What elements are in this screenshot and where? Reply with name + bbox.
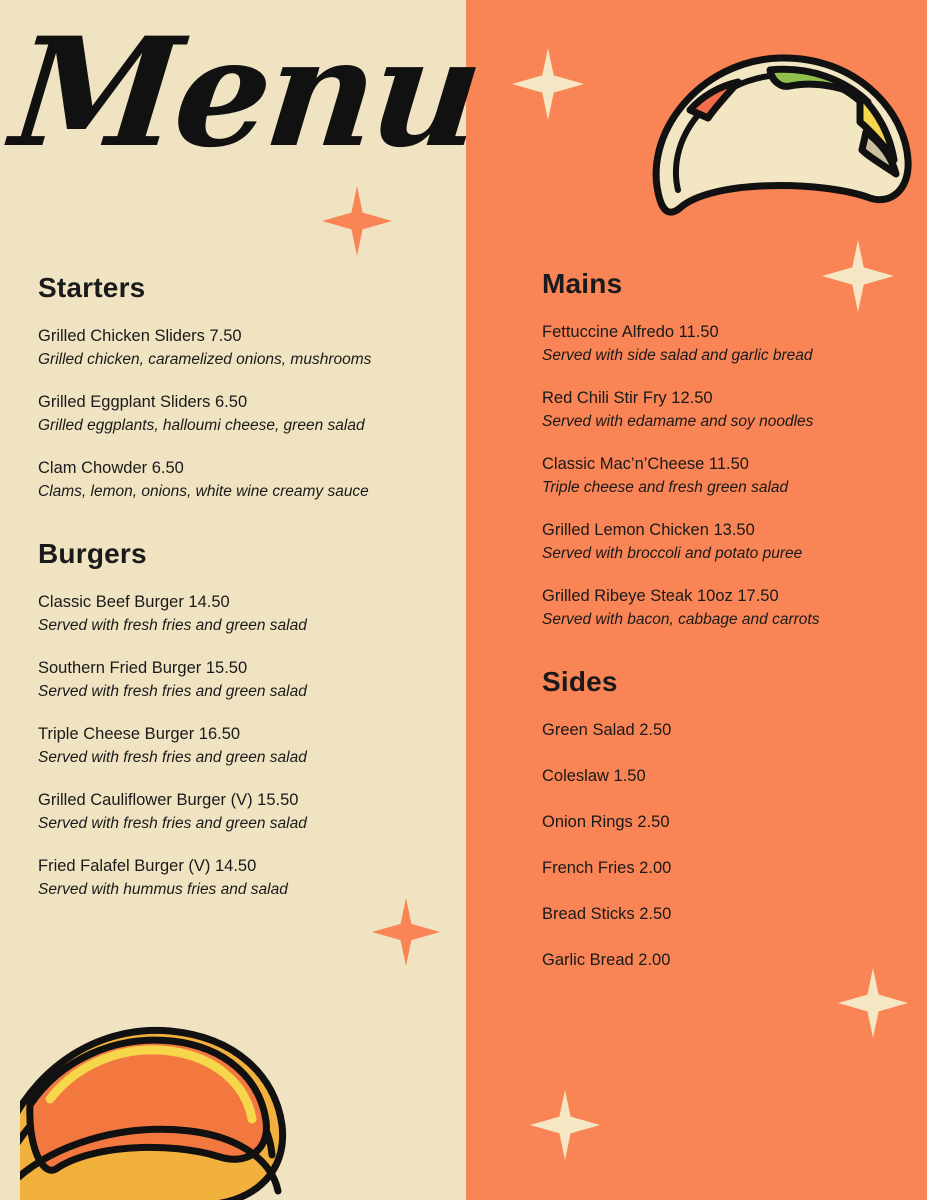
section-burgers [38,538,438,900]
menu-item-name: Onion Rings 2.50 [542,813,670,831]
right-column [542,268,912,996]
menu-item [38,856,438,900]
section-heading-sides: Sides [542,666,618,697]
menu-item-description: Clams, lemon, onions, white wine creamy sauce [38,483,369,500]
hotdog-illustration [20,1005,300,1200]
menu-item-description: Grilled chicken, caramelized onions, mushrooms [38,351,372,368]
menu-item-description: Grilled eggplants, halloumi cheese, green salad [38,417,365,434]
menu-item-name: Bread Sticks 2.50 [542,905,672,923]
menu-item [38,724,438,768]
menu-item-description: Triple cheese and fresh green salad [542,479,789,496]
left-column [38,272,438,900]
menu-item [542,950,912,971]
menu-item-description: Served with broccoli and potato puree [542,545,803,562]
menu-item-description: Served with side salad and garlic bread [542,347,813,364]
menu-item [38,592,438,636]
menu-item [38,326,438,370]
menu-item-description: Served with fresh fries and green salad [38,749,307,766]
menu-item-name: Red Chili Stir Fry 12.50 [542,389,713,407]
menu-item-name: Classic Beef Burger 14.50 [38,593,230,611]
section-heading-burgers: Burgers [38,538,147,569]
menu-item [38,658,438,702]
menu-item [542,454,912,498]
menu-item-name: Classic Mac’n’Cheese 11.50 [542,455,749,473]
menu-item [542,766,912,787]
menu-item-name: Garlic Bread 2.00 [542,951,671,969]
menu-item-description: Served with bacon, cabbage and carrots [542,611,820,628]
menu-item-name: Green Salad 2.50 [542,721,672,739]
section-heading-starters: Starters [38,272,146,303]
taco-illustration [620,40,920,220]
menu-item [38,790,438,834]
menu-item-description: Served with fresh fries and green salad [38,815,307,832]
section-heading-mains: Mains [542,268,623,299]
menu-item [38,392,438,436]
menu-item-description: Served with edamame and soy noodles [542,413,814,430]
menu-item-name: Southern Fried Burger 15.50 [38,659,248,677]
menu-item-description: Served with fresh fries and green salad [38,683,307,700]
menu-item [542,904,912,925]
menu-item-name: Clam Chowder 6.50 [38,459,184,477]
menu-item-name: Fettuccine Alfredo 11.50 [542,323,719,341]
menu-item [542,858,912,879]
menu-item-name: French Fries 2.00 [542,859,672,877]
section-sides [542,666,912,971]
menu-item-description: Served with hummus fries and salad [38,881,288,898]
section-starters [38,272,438,502]
section-mains [542,268,912,630]
menu-item-description: Served with fresh fries and green salad [38,617,307,634]
menu-item [542,520,912,564]
menu-item-name: Fried Falafel Burger (V) 14.50 [38,857,257,875]
menu-item-name: Grilled Chicken Sliders 7.50 [38,327,242,345]
menu-item-name: Grilled Lemon Chicken 13.50 [542,521,755,539]
menu-item [542,812,912,833]
menu-item-name: Grilled Cauliflower Burger (V) 15.50 [38,791,299,809]
menu-item [542,322,912,366]
menu-item-name: Grilled Ribeye Steak 10oz 17.50 [542,587,779,605]
menu-item-name: Triple Cheese Burger 16.50 [38,725,241,743]
menu-item [542,586,912,630]
menu-item [38,458,438,502]
menu-item-name: Coleslaw 1.50 [542,767,646,785]
menu-item [542,388,912,432]
page-title: Menu [4,5,487,181]
menu-item [542,720,912,741]
menu-item-name: Grilled Eggplant Sliders 6.50 [38,393,248,411]
